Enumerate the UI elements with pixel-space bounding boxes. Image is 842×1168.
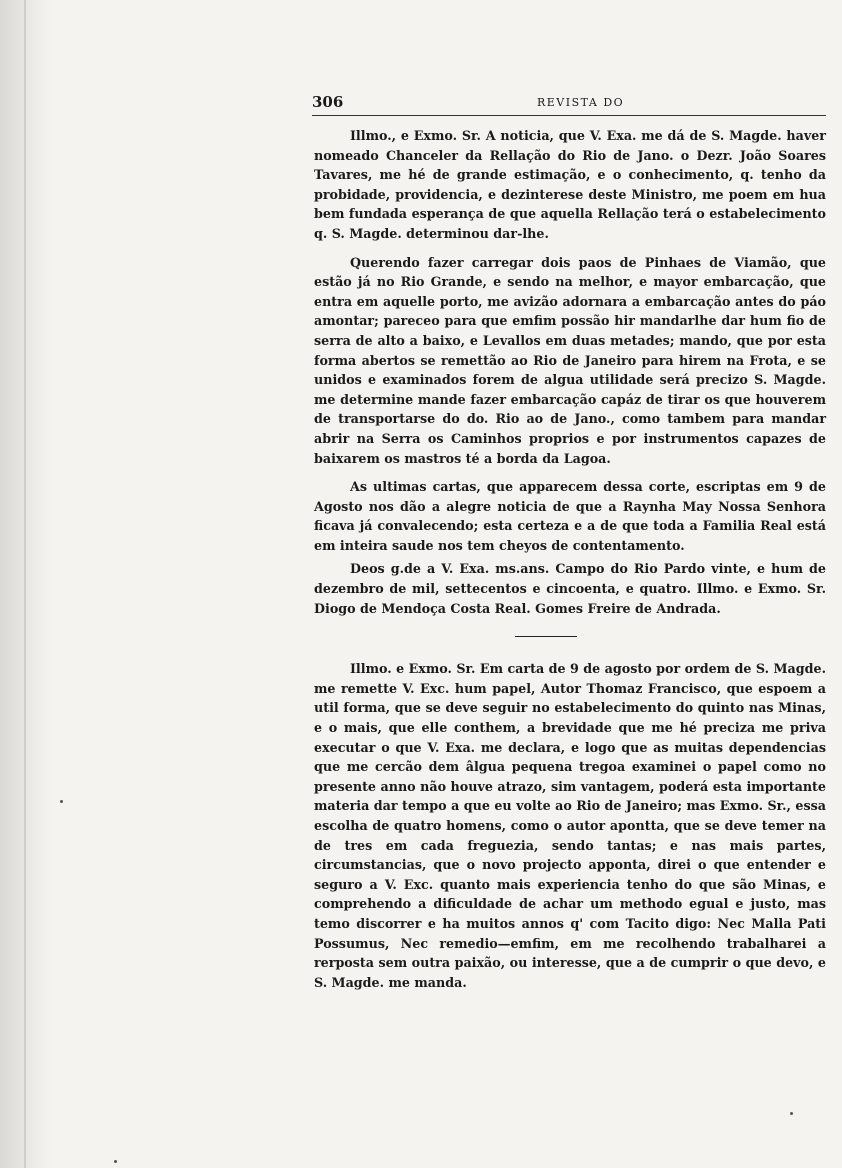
- letter-1-signoff: Deos g.de a V. Exa. ms.ans. Campo do Rio Pardo vinte, e hum de dezembro de mil, settecentos e cincoenta, e quatro. Illmo. e Exmo. Sr. Diogo de Mendoça Costa Real. Gomes Freire de Andrada.: [314, 561, 826, 616]
- letter-2-paragraph-1: Illmo. e Exmo. Sr. Em carta de 9 de agosto por ordem de S. Magde. me remette V. Exc. hum papel, Autor Thomaz Francisco, que espoem a util forma, que se deve seguir no estabelecimento do quinto nas Minas, e o mais, que elle conthem, a brevidade que me hé preciza me priva executar o que V. Exa. me declara, e logo que as muitas dependencias que me cercão dem âlgua pequena tregoa examinei o papel como no presente anno não houve atrazo, sim vantagem, poderá esta importante materia dar tempo a que eu volte ao Rio de Janeiro; mas Exmo. Sr., essa escolha de quatro homens, como o autor apontta, que se deve temer na de tres em cada freguezia, sendo tantas; e nas mais partes, circumstancias, que o novo projecto apponta, direi o que entender e seguro a V. Exc. quanto mais experiencia tenho do que são Minas, e comprehendo a dificuldade de achar um methodo egual e justo, mas temo discorrer e ha muitos annos q' com Tacito digo: Nec Malla Pati Possumus, Nec remedio—emfim, em me recolhendo trabalharei a rerposta sem outra paixão, ou interesse, que a de cumprir o que devo, e S. Magde. me manda.: [314, 661, 826, 990]
- binding-edge: [24, 0, 26, 1168]
- section-divider: [515, 636, 577, 637]
- running-head: REVISTA DO: [537, 96, 625, 109]
- scan-gutter: [0, 0, 52, 1168]
- page-content: [314, 126, 826, 992]
- scan-speck: [114, 1160, 117, 1163]
- page-number: 306: [312, 93, 344, 111]
- letter-1-paragraph-1: Illmo., e Exmo. Sr. A noticia, que V. Exa. me dá de S. Magde. haver nomeado Chanceler da Rellação do Rio de Jano. o Dezr. João Soares Tavares, me hé de grande estimação, e o conhecimento, q. tenho da probidade, providencia, e dezinterese deste Ministro, me poem em hua bem fundada esperança de que aquella Rellação terá o estabelecimento q. S. Magde. determinou dar-lhe.: [314, 128, 826, 241]
- letter-1-paragraph-2: Querendo fazer carregar dois paos de Pinhaes de Viamão, que estão já no Rio Grande, e sendo na melhor, e mayor embarcação, que entra em aquelle porto, me avizão adornara a embarcação antes do páo amontar; pareceo para que emfim possão hir mandarlhe dar hum fio de serra de alto a baixo, e Levallos em duas metades; mando, que por esta forma abertos se remettão ao Rio de Janeiro para hirem na Frota, e se unidos e examinados forem de algua utilidade será precizo S. Magde. me determine mande fazer embarcação capáz de tirar os que houverem de transportarse do do. Rio ao de Jano., como tambem para mandar abrir na Serra os Caminhos proprios e por instrumentos capazes de baixarem os mastros té a borda da Lagoa.: [314, 254, 826, 466]
- letter-1-paragraph-3: As ultimas cartas, que apparecem dessa corte, escriptas em 9 de Agosto nos dão a alegre noticia de que a Raynha May Nossa Senhora ficava já convalecendo; esta certeza e a de que toda a Familia Real está em inteira saude nos tem cheyos de contentamento.: [314, 479, 826, 553]
- letter-2: [314, 659, 826, 992]
- letter-1: [314, 126, 826, 618]
- page-header: [312, 93, 826, 116]
- scan-speck: [790, 1112, 793, 1115]
- scan-speck: [60, 800, 63, 803]
